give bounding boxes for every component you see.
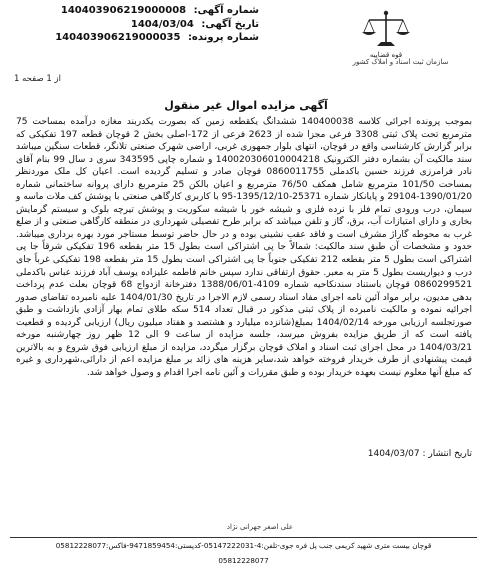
footer-phone: 05812228077 bbox=[218, 556, 269, 565]
ad-number-row bbox=[14, 4, 259, 18]
footer-person: علی اصغر جهرانی نژاد bbox=[226, 523, 294, 531]
signoff bbox=[20, 448, 472, 461]
ad-number-label: شماره آگهی: bbox=[193, 5, 259, 16]
publish-date-value: 1404/03/07 bbox=[367, 449, 420, 459]
emblem-text: قوه قضاییه bbox=[369, 51, 403, 59]
case-number-row bbox=[14, 31, 259, 45]
ad-number-value: 140403906219000008 bbox=[60, 5, 187, 16]
footer-divider bbox=[10, 537, 477, 538]
publish-date-row bbox=[20, 448, 472, 461]
footer-address: قوچان بیست متری شهید کریمی جنب پل فره جوی-تلفن:4-05147222031-کدپستی:9471859454-فاکس:05812228077 bbox=[55, 541, 432, 550]
publish-date-label: تاریخ انتشار : bbox=[422, 449, 472, 459]
ad-meta bbox=[14, 4, 259, 45]
header bbox=[0, 0, 487, 95]
ad-body bbox=[16, 116, 472, 379]
organization-name: سازمان ثبت اسناد و املاک کشور bbox=[352, 58, 449, 66]
ad-date-row bbox=[14, 18, 259, 32]
ad-date-label: تاریخ آگهی: bbox=[201, 18, 259, 30]
ad-date-value: 1404/03/04 bbox=[130, 18, 194, 30]
judiciary-emblem-icon bbox=[355, 6, 417, 60]
ad-title: آگهی مزایده اموال غیر منقول bbox=[164, 99, 328, 112]
page-indicator: 1 از 1 صفحه bbox=[14, 74, 61, 84]
case-number-label: شماره پرونده: bbox=[187, 32, 259, 43]
case-number-value: 140403906219000035 bbox=[55, 32, 181, 43]
ad-body-text: بموجب پرونده اجرائی کلاسه 140400038 ششدانگ یکقطعه زمین که بصورت یکدربند مغازه درآمده بمساحت 75 مترمربع تحت پلاک ثبتی 3308 فرعی مجزا شده از 2623 فرعی از 172-اصلی بخش 2 قوچان قطعه 197 تفکیکی که برابر گزارش کارشناسی واقع در قوچان، انتهای بلوار جمهوری غربی، اراضی شهرک صنعتی تلانگر، قطعات سنگین میباشد سند مالکیت آن بشماره دفتر الکترونیک 140020306010004218 و شماره چاپی 343595 سری د سال 99 بنام آقای نادر فرامرزی فرزند حسین باکدملی 0860011755 قوچان صادر و تسلیم گردیده است. اعیان کل ملک موردنظر بمساحت 101/50 مترمربع شامل همکف 76/50 مترمربع و اعیان بالکن 25 مترمربع دارای پروانه ساختمانی شماره 1390/01/20-29104 و پایانکار شماره 25371-1395/12/10-95 با کاربری کارگاهی صنعتی با پوشش کف ملات ماسه و سیمان، درب ورودی تمام فلز با نرده فلزی و شیشه خور با شیشه سکوریت و پوشش تیرچه بلوک و سیستم گرمایش بخاری و دارای امتیازات آب، برق، گاز و تلفن میباشد که برابر طرح تفصیلی شهرداری در منطقه کارگاهی صنعتی و از ضلع غرب به محوطه گاراژ مشرف است و فاقد عقب نشینی بوده و در حال حاضر توسط مستاجر مورد بهره برداری میباشد. حدود و مشخصات آن طبق سند مالکیت: شمالاً جا پی اشتراکی است بطول 15 متر بقطعه 196 تفکیکی شرقاً جا پی اشتراکی است بطول 5 متر بقطعه 212 تفکیکی جنوباً جا پی اشتراکی است بطول 15 متر بقطعه 198 تفکیکی غرباً جای درب و دیواریست بطول 5 متر به معبر. حقوق ارتفاقی ندارد سپس خانم فاطمه علیزاده یوسف آباد فرزند عباس باکدملی 0860299521 قوچان باستناد سندنکاحیه شماره 4109-1388/06/01 دفترخانة ازدواج 68 قوچان بعلت عدم پرداخت بدهی مدیون، برابر مواد آئین نامه اجرای مفاد اسناد رسمی لازم الاجرا در تاریخ 1404/01/30 علیه نامبرده تقاضای صدور اجرائیه نموده و مالکیت نامبرده از پلاک ثبتی مذکور در قبال تعداد 514 سکه طلای تمام بهار آزادی بازداشت و طبق صورتجلسه ارزیابی مورخه 1404/02/14 بمبلغ(شانزده میلیارد و هشتصد و هفتاد میلیون ریال) ارزیابی گردیده و قطعیت یافته است که از طریق مزایده بفروش میرسد، جلسه مزایده از ساعت 9 الی 12 ظهر روز چهارشنبه مورخه 1404/03/21 در محل اجرای ثبت اسناد و املاک قوچان برگزار میگردد، مزایده از مبلغ ارزیابی فوق شروع و به بالاترین قیمت پیشنهادی از طرف خریدار فروخته خواهد شد،سایر هزینه های زائد بر مبلغ مزایده اعم از دارائی،شهرداری و غیره که مبلغ آنها معلوم نیست بعهده خریدار بوده و طبق مقررات و آئین نامه اجرا اقدام و وصول خواهد شد. bbox=[16, 117, 473, 378]
